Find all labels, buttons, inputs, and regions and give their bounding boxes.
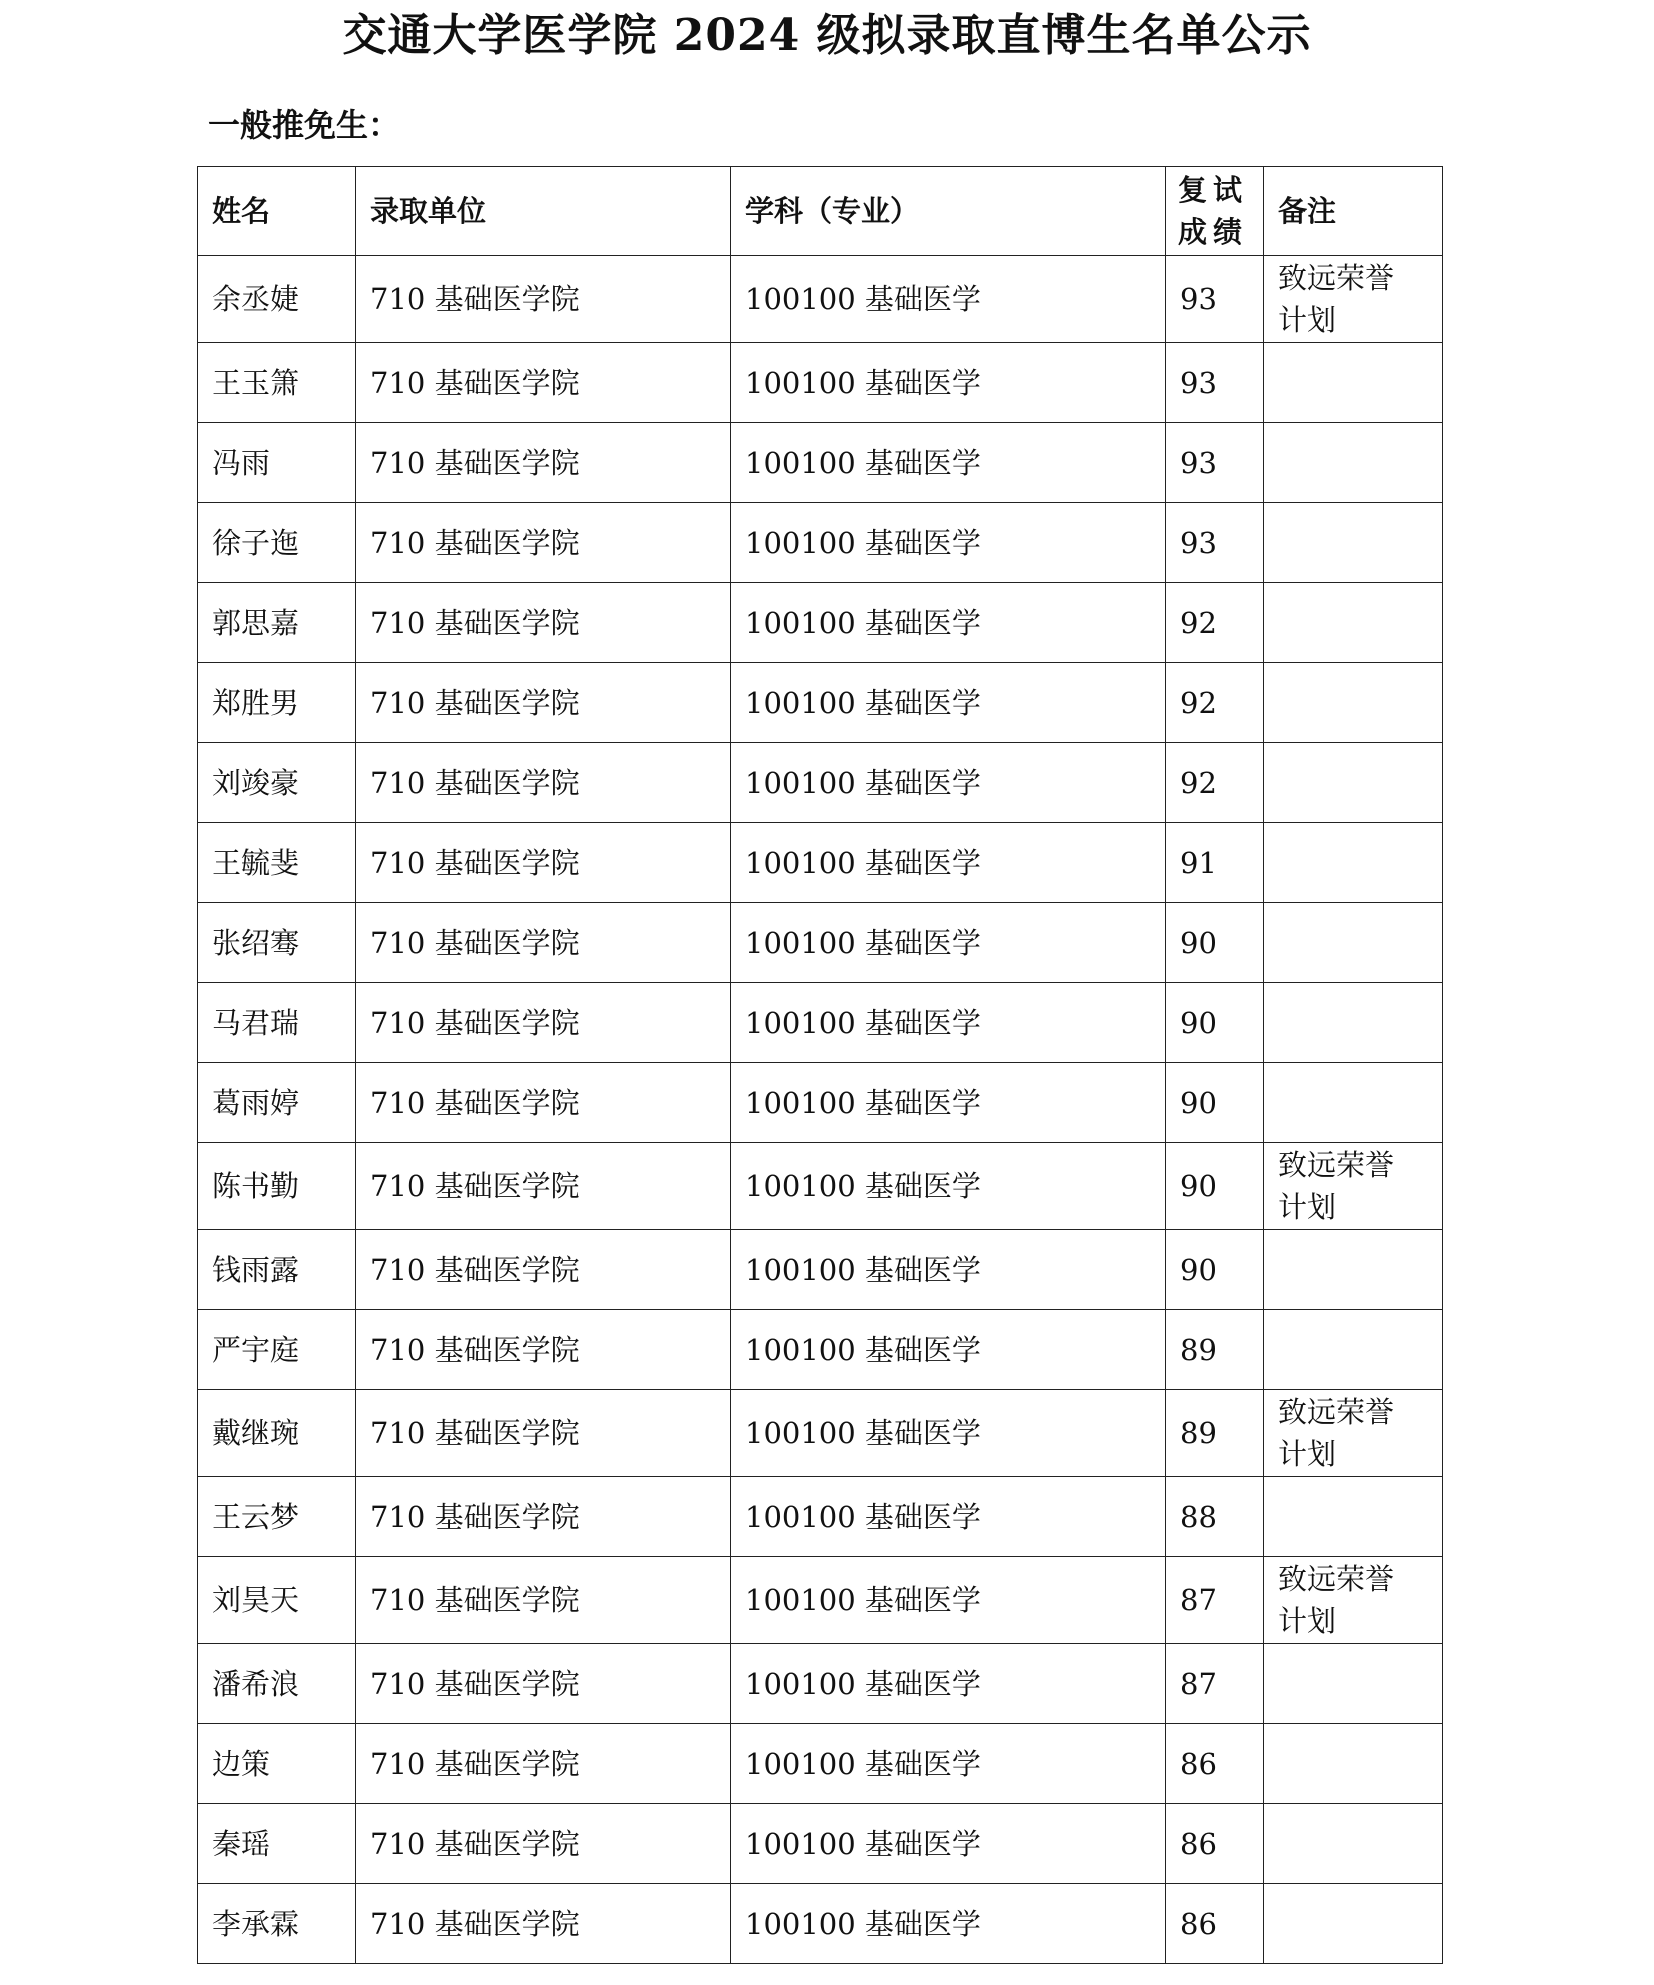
cell-score: 89: [1166, 1390, 1264, 1477]
cell-name: 边策: [198, 1724, 356, 1804]
cell-score: 90: [1166, 983, 1264, 1063]
cell-unit: 710 基础医学院: [356, 583, 731, 663]
cell-unit: 710 基础医学院: [356, 1477, 731, 1557]
cell-unit: 710 基础医学院: [356, 903, 731, 983]
cell-score: 89: [1166, 1310, 1264, 1390]
header-score: 复试成绩: [1166, 167, 1264, 256]
cell-unit: 710 基础医学院: [356, 1230, 731, 1310]
cell-note: [1264, 503, 1443, 583]
cell-name: 潘希浪: [198, 1644, 356, 1724]
cell-name: 李承霖: [198, 1884, 356, 1964]
table-row: [198, 423, 1443, 503]
cell-note: [1264, 343, 1443, 423]
cell-unit: 710 基础医学院: [356, 1557, 731, 1644]
cell-name: 严宇庭: [198, 1310, 356, 1390]
table-row: [198, 583, 1443, 663]
table-row: [198, 343, 1443, 423]
cell-note: [1264, 1884, 1443, 1964]
cell-unit: 710 基础医学院: [356, 423, 731, 503]
cell-note: [1264, 1477, 1443, 1557]
cell-score: 92: [1166, 743, 1264, 823]
cell-note: 致远荣誉计划: [1264, 1143, 1443, 1230]
cell-unit: 710 基础医学院: [356, 1644, 731, 1724]
cell-major: 100100 基础医学: [731, 1804, 1166, 1884]
table-row: [198, 1557, 1443, 1644]
cell-name: 刘竣豪: [198, 743, 356, 823]
table-row: [198, 1884, 1443, 1964]
table-body: [198, 256, 1443, 1964]
cell-name: 王毓斐: [198, 823, 356, 903]
cell-note: [1264, 983, 1443, 1063]
table-row: [198, 1644, 1443, 1724]
cell-score: 90: [1166, 1063, 1264, 1143]
cell-note: [1264, 1804, 1443, 1884]
cell-name: 郭思嘉: [198, 583, 356, 663]
cell-name: 秦瑶: [198, 1804, 356, 1884]
cell-score: 93: [1166, 256, 1264, 343]
cell-note: [1264, 423, 1443, 503]
cell-name: 陈书勤: [198, 1143, 356, 1230]
cell-note: [1264, 903, 1443, 983]
cell-score: 90: [1166, 903, 1264, 983]
cell-major: 100100 基础医学: [731, 423, 1166, 503]
cell-name: 王云梦: [198, 1477, 356, 1557]
table-row: [198, 256, 1443, 343]
header-major: 学科（专业）: [731, 167, 1166, 256]
cell-major: 100100 基础医学: [731, 1477, 1166, 1557]
cell-major: 100100 基础医学: [731, 743, 1166, 823]
cell-major: 100100 基础医学: [731, 343, 1166, 423]
cell-note: [1264, 663, 1443, 743]
cell-unit: 710 基础医学院: [356, 1804, 731, 1884]
cell-note: [1264, 823, 1443, 903]
cell-note: [1264, 1063, 1443, 1143]
cell-major: 100100 基础医学: [731, 1230, 1166, 1310]
cell-name: 戴继琬: [198, 1390, 356, 1477]
table-row: [198, 1804, 1443, 1884]
cell-major: 100100 基础医学: [731, 1724, 1166, 1804]
table-row: [198, 1390, 1443, 1477]
cell-unit: 710 基础医学院: [356, 823, 731, 903]
table-header-row: [198, 167, 1443, 256]
cell-note: [1264, 743, 1443, 823]
cell-score: 93: [1166, 343, 1264, 423]
cell-unit: 710 基础医学院: [356, 1310, 731, 1390]
cell-unit: 710 基础医学院: [356, 1884, 731, 1964]
cell-unit: 710 基础医学院: [356, 743, 731, 823]
cell-score: 88: [1166, 1477, 1264, 1557]
cell-unit: 710 基础医学院: [356, 1063, 731, 1143]
header-unit: 录取单位: [356, 167, 731, 256]
cell-major: 100100 基础医学: [731, 256, 1166, 343]
cell-name: 钱雨露: [198, 1230, 356, 1310]
section-heading: 一般推免生：: [208, 106, 401, 144]
table-row: [198, 1310, 1443, 1390]
table-row: [198, 1724, 1443, 1804]
cell-note: [1264, 1724, 1443, 1804]
table-row: [198, 663, 1443, 743]
cell-score: 86: [1166, 1724, 1264, 1804]
cell-name: 张绍骞: [198, 903, 356, 983]
cell-score: 87: [1166, 1557, 1264, 1644]
cell-unit: 710 基础医学院: [356, 1143, 731, 1230]
cell-score: 93: [1166, 503, 1264, 583]
cell-unit: 710 基础医学院: [356, 1390, 731, 1477]
cell-score: 87: [1166, 1644, 1264, 1724]
cell-score: 90: [1166, 1230, 1264, 1310]
table-row: [198, 1230, 1443, 1310]
document-title: 交通大学医学院 2024 级拟录取直博生名单公示: [342, 10, 1312, 61]
cell-note: 致远荣誉计划: [1264, 1557, 1443, 1644]
table-row: [198, 503, 1443, 583]
cell-note: 致远荣誉计划: [1264, 1390, 1443, 1477]
table-row: [198, 823, 1443, 903]
cell-major: 100100 基础医学: [731, 503, 1166, 583]
table-row: [198, 903, 1443, 983]
cell-score: 92: [1166, 663, 1264, 743]
cell-name: 余丞婕: [198, 256, 356, 343]
header-name: 姓名: [198, 167, 356, 256]
cell-major: 100100 基础医学: [731, 823, 1166, 903]
cell-note: 致远荣誉计划: [1264, 256, 1443, 343]
cell-name: 刘昊天: [198, 1557, 356, 1644]
cell-major: 100100 基础医学: [731, 1884, 1166, 1964]
cell-note: [1264, 1230, 1443, 1310]
cell-score: 91: [1166, 823, 1264, 903]
cell-name: 葛雨婷: [198, 1063, 356, 1143]
cell-score: 90: [1166, 1143, 1264, 1230]
admission-list-table: [197, 166, 1443, 1964]
cell-name: 王玉箫: [198, 343, 356, 423]
table-row: [198, 1063, 1443, 1143]
cell-name: 马君瑞: [198, 983, 356, 1063]
cell-score: 86: [1166, 1804, 1264, 1884]
cell-note: [1264, 1644, 1443, 1724]
cell-name: 徐子迤: [198, 503, 356, 583]
cell-score: 92: [1166, 583, 1264, 663]
cell-major: 100100 基础医学: [731, 1310, 1166, 1390]
cell-major: 100100 基础医学: [731, 903, 1166, 983]
cell-note: [1264, 1310, 1443, 1390]
cell-major: 100100 基础医学: [731, 1390, 1166, 1477]
cell-score: 93: [1166, 423, 1264, 503]
cell-major: 100100 基础医学: [731, 983, 1166, 1063]
cell-note: [1264, 583, 1443, 663]
cell-unit: 710 基础医学院: [356, 503, 731, 583]
cell-major: 100100 基础医学: [731, 1644, 1166, 1724]
table-row: [198, 743, 1443, 823]
cell-score: 86: [1166, 1884, 1264, 1964]
cell-unit: 710 基础医学院: [356, 343, 731, 423]
cell-major: 100100 基础医学: [731, 1063, 1166, 1143]
cell-name: 郑胜男: [198, 663, 356, 743]
cell-unit: 710 基础医学院: [356, 983, 731, 1063]
cell-name: 冯雨: [198, 423, 356, 503]
cell-major: 100100 基础医学: [731, 1143, 1166, 1230]
cell-unit: 710 基础医学院: [356, 663, 731, 743]
table-row: [198, 983, 1443, 1063]
cell-unit: 710 基础医学院: [356, 1724, 731, 1804]
table-row: [198, 1143, 1443, 1230]
cell-major: 100100 基础医学: [731, 583, 1166, 663]
cell-major: 100100 基础医学: [731, 663, 1166, 743]
table-row: [198, 1477, 1443, 1557]
cell-unit: 710 基础医学院: [356, 256, 731, 343]
cell-major: 100100 基础医学: [731, 1557, 1166, 1644]
header-note: 备注: [1264, 167, 1443, 256]
